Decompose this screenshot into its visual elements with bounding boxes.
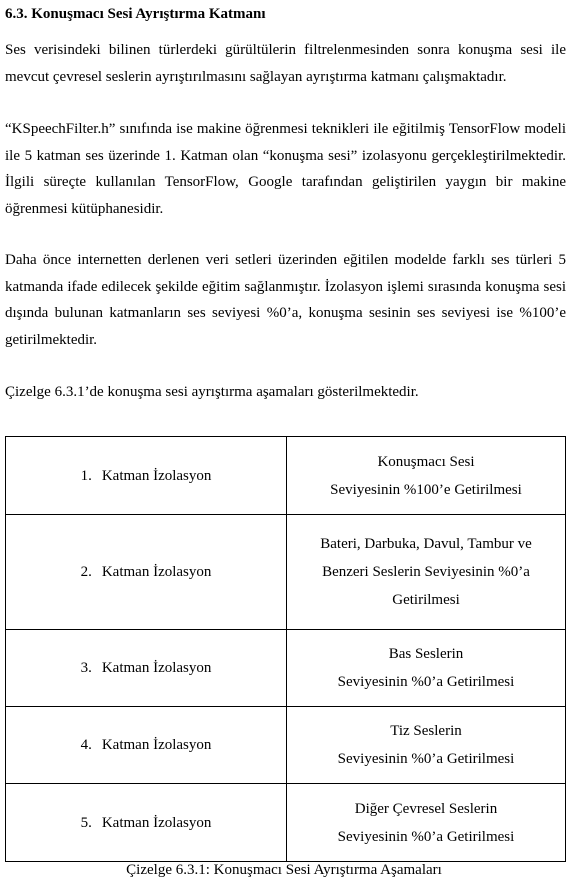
result-cell [287,515,566,630]
layer-cell [6,515,287,630]
layer-label: Katman İzolasyon [101,814,212,831]
layer-number: 1. [80,467,92,484]
layer-number: 3. [80,660,92,676]
paragraph-intro: Ses verisindeki bilinen türlerdeki gürültülerin filtrelenmesinden sonra konuşma sesi ile mevcut çevresel seslerin ayrıştırılmasını sağlayan ayrıştırma katmanı çalışmaktadır. [5,42,566,85]
layer-label: Katman İzolasyon [101,737,212,753]
layer-cell [6,630,287,707]
result-line: Getirilmesi [392,592,460,608]
table-row [6,630,566,707]
paragraph-table-reference: Çizelge 6.3.1’de konuşma sesi ayrıştırma aşamaları gösterilmektedir. [5,384,419,400]
layer-label: Katman İzolasyon [101,467,212,484]
layer-number: 4. [80,737,92,753]
result-line: Seviyesinin %100’e Getirilmesi [330,481,522,498]
result-line: Seviyesinin %0’a Getirilmesi [337,828,515,845]
table-row [6,437,566,515]
section-heading: 6.3. Konuşmacı Sesi Ayrıştırma Katmanı [5,6,266,22]
table-row [6,784,566,862]
result-line: Seviyesinin %0’a Getirilmesi [337,674,515,690]
layer-label: Katman İzolasyon [101,564,212,580]
table-row [6,707,566,784]
layer-cell [6,707,287,784]
result-cell [287,437,566,515]
result-line: Seviyesinin %0’a Getirilmesi [337,751,515,767]
result-cell [287,707,566,784]
layer-label: Katman İzolasyon [101,660,212,676]
result-line: Bateri, Darbuka, Davul, Tambur ve [320,536,532,552]
result-cell [287,630,566,707]
layer-cell [6,784,287,862]
paragraph-training: Daha önce internetten derlenen veri setleri üzerinden eğitilen modelde farklı ses türleri 5 katmanda ifade edilecek şekilde eğitim sağlanmıştır. İzolasyon işlemi sırasında konuşma sesi dışında bulunan katmanların ses seviyesi %0’a, konuşma sesinin ses seviyesi ise %100’e getirilmektedir. [5,252,566,348]
separation-steps-table [5,436,566,862]
table-row [6,515,566,630]
result-line: Tiz Seslerin [390,723,462,739]
table-caption: Çizelge 6.3.1: Konuşmacı Sesi Ayrıştırma Aşamaları [126,862,442,878]
paragraph-tensorflow: “KSpeechFilter.h” sınıfında ise makine öğrenmesi teknikleri ile eğitilmiş TensorFlow modeli ile 5 katman ses üzerinde 1. Katman olan “konuşma sesi” izolasyonu gerçekleştirilmektedir. İlgili süreçte kullanılan TensorFlow, Google tarafından geliştirilen yaygın bir makine öğrenmesi kütüphanesidir. [5,121,566,217]
result-line: Bas Seslerin [388,646,464,662]
result-line: Benzeri Seslerin Seviyesinin %0’a [322,564,530,580]
result-cell [287,784,566,862]
layer-number: 5. [80,814,92,831]
result-line: Konuşmacı Sesi [377,453,475,470]
layer-cell [6,437,287,515]
layer-number: 2. [80,564,92,580]
result-line: Diğer Çevresel Seslerin [354,800,498,817]
